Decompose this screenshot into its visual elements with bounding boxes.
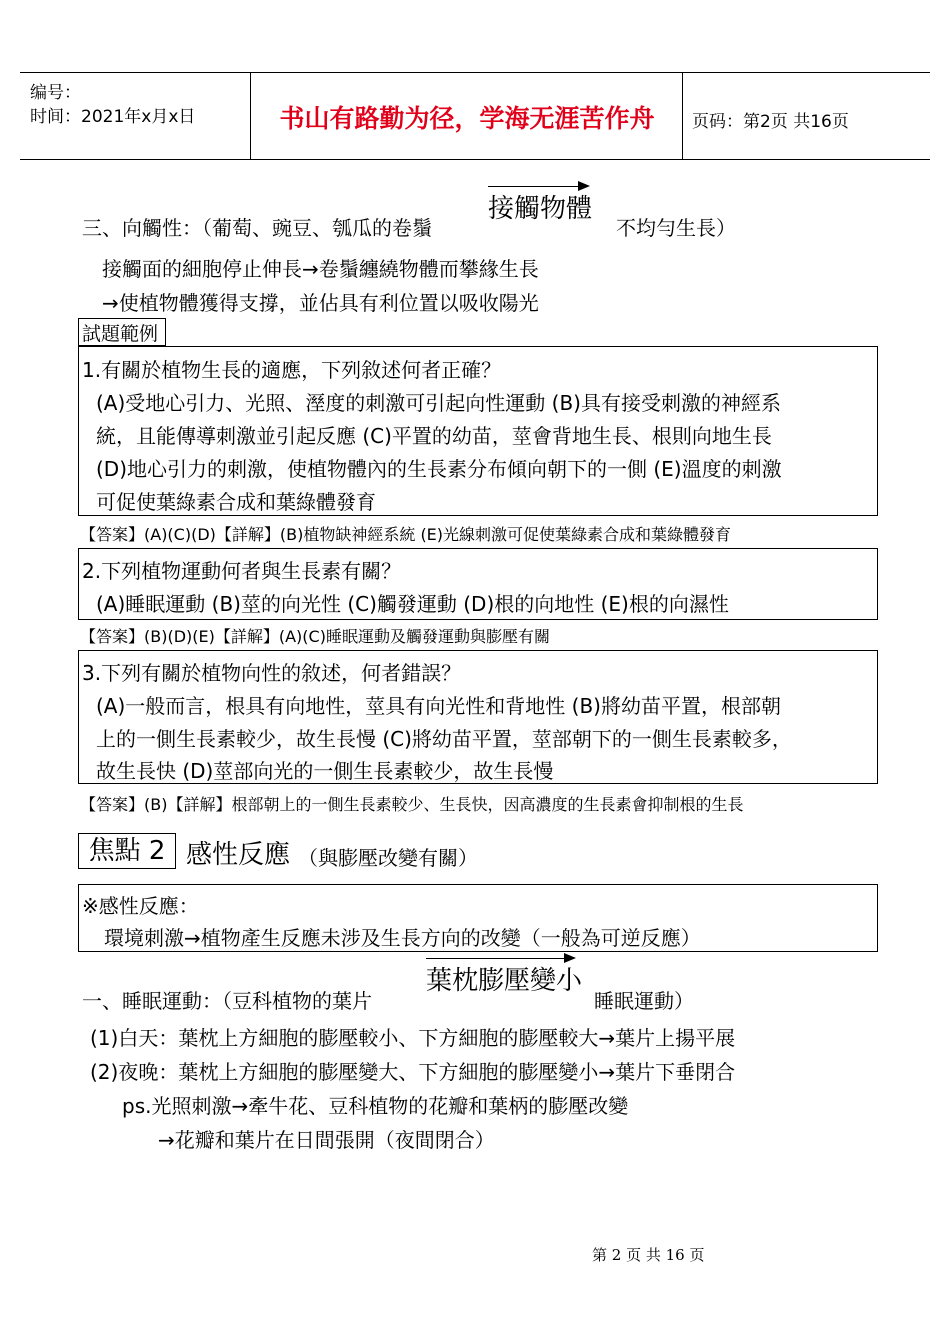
q3-answer: 【答案】(B)【詳解】根部朝上的一側生長素較少、生長快，因高濃度的生長素會抑制根的生長 bbox=[80, 795, 744, 814]
q2-line: (A)睡眠運動 (B)莖的向光性 (C)觸發運動 (D)根的向地性 (E)根的向濕性 bbox=[96, 592, 729, 616]
q1-line: (A)受地心引力、光照、溼度的刺激可引起向性運動 (B)具有接受刺激的神經系 bbox=[96, 391, 781, 415]
q1-line: (D)地心引力的刺激，使植物體內的生長素分布傾向朝下的一側 (E)溫度的刺激 bbox=[96, 457, 782, 481]
q1-answer: 【答案】(A)(C)(D)【詳解】(B)植物缺神經系統 (E)光線刺激可促使葉綠素合成和葉綠體發育 bbox=[80, 525, 732, 544]
section3-title-post: 不均勻生長） bbox=[616, 216, 736, 240]
focus-title: 感性反應 bbox=[186, 840, 291, 870]
section3-line2: →使植物體獲得支撐，並佔具有利位置以吸收陽光 bbox=[102, 291, 539, 315]
header-divider bbox=[250, 73, 251, 159]
number-label: 编号： bbox=[30, 83, 81, 103]
examples-label-box bbox=[78, 318, 166, 346]
question-1-box bbox=[78, 346, 878, 516]
definition-text: 環境刺激→植物產生反應未涉及生長方向的改變（一般為可逆反應） bbox=[104, 926, 701, 950]
sleep-title-post: 睡眠運動） bbox=[594, 989, 694, 1013]
q1-line: 統，且能傳導刺激並引起反應 (C)平置的幼苗，莖會背地生長、根則向地生長 bbox=[96, 424, 772, 448]
sleep-ps2: →花瓣和葉片在日間張開（夜間閉合） bbox=[158, 1128, 495, 1152]
section3-title-pre: 三、向觸性：（葡萄、豌豆、瓠瓜的卷鬚 bbox=[82, 216, 432, 240]
sleep-arrow-label: 葉枕膨壓變小 bbox=[426, 966, 583, 996]
examples-label: 試題範例 bbox=[82, 323, 159, 345]
header-meta bbox=[30, 81, 195, 129]
sleep-title-pre: 一、睡眠運動：（豆科植物的葉片 bbox=[82, 989, 372, 1013]
sleep-ps1: ps.光照刺激→牽牛花、豆科植物的花瓣和葉柄的膨壓改變 bbox=[122, 1094, 629, 1118]
definition-box bbox=[78, 884, 878, 952]
focus-subtitle: （與膨壓改變有關） bbox=[298, 846, 478, 870]
q2-answer: 【答案】(B)(D)(E)【詳解】(A)(C)睡眠運動及觸發運動與膨壓有關 bbox=[80, 627, 550, 646]
section3-arrow-label: 接觸物體 bbox=[488, 194, 593, 224]
sleep-night: (2)夜晚：葉枕上方細胞的膨壓變大、下方細胞的膨壓變小→葉片下垂閉合 bbox=[90, 1060, 736, 1084]
q3-line: 上的一側生長素較少，故生長慢 (C)將幼苗平置，莖部朝下的一側生長素較多， bbox=[96, 727, 792, 751]
section3-line1: 接觸面的細胞停止伸長→卷鬚纏繞物體而攀緣生長 bbox=[102, 257, 539, 281]
header-motto: 书山有路勤为径，学海无涯苦作舟 bbox=[279, 104, 655, 133]
q3-line: 3.下列有關於植物向性的敘述，何者錯誤？ bbox=[82, 661, 462, 685]
q1-line: 1.有關於植物生長的適應，下列敘述何者正確？ bbox=[82, 358, 502, 382]
definition-title: ※感性反應： bbox=[82, 894, 199, 918]
time-label: 时间：2021年x月x日 bbox=[30, 107, 196, 127]
q2-line: 2.下列植物運動何者與生長素有關？ bbox=[82, 559, 402, 583]
question-3-box bbox=[78, 650, 878, 784]
arrow-line bbox=[426, 958, 566, 959]
q1-line: 可促使葉綠素合成和葉綠體發育 bbox=[96, 490, 376, 514]
question-2-box bbox=[78, 548, 878, 620]
sleep-day: (1)白天：葉枕上方細胞的膨壓較小、下方細胞的膨壓較大→葉片上揚平展 bbox=[90, 1026, 736, 1050]
focus-badge: 焦點 2 bbox=[78, 833, 176, 869]
header-divider bbox=[682, 73, 683, 159]
header-page-label: 页码：第2页 共16页 bbox=[692, 112, 849, 132]
arrow-line bbox=[488, 186, 580, 187]
q3-line: 故生長快 (D)莖部向光的一側生長素較少，故生長慢 bbox=[96, 759, 554, 783]
q3-line: (A)一般而言，根具有向地性，莖具有向光性和背地性 (B)將幼苗平置，根部朝 bbox=[96, 694, 781, 718]
footer-page-number: 第 2 页 共 16 页 bbox=[592, 1246, 705, 1264]
page-header bbox=[20, 72, 930, 160]
